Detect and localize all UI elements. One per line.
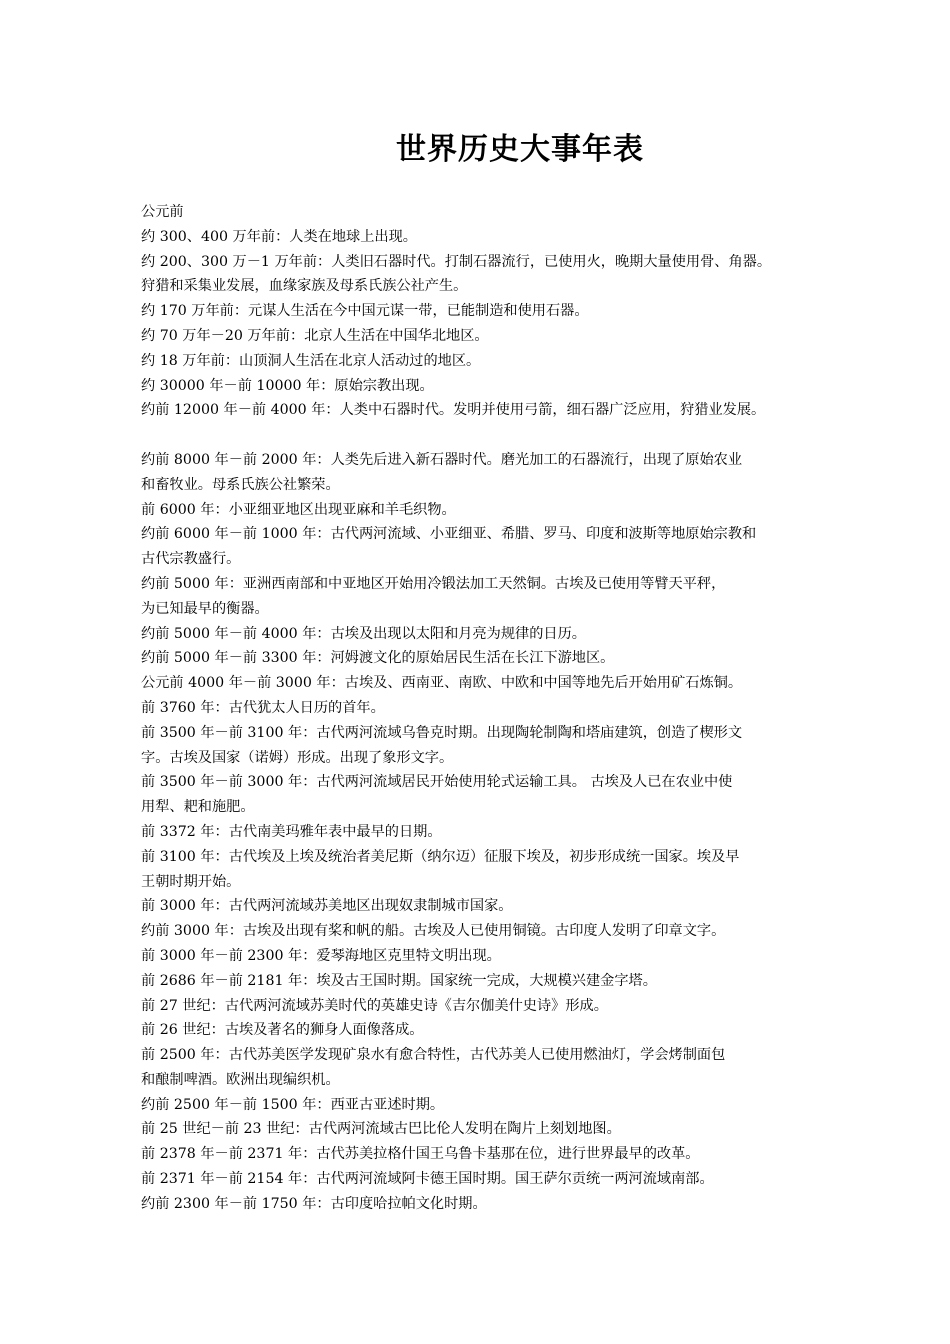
page-title: 世界历史大事年表 bbox=[396, 132, 644, 167]
timeline-line: 为已知最早的衡器。 bbox=[141, 600, 269, 617]
timeline-line: 约 200、300 万－1 万年前：人类旧石器时代。打制石器流行，已使用火，晚期大量使用骨、角器。 bbox=[141, 253, 772, 270]
timeline-line: 前 26 世纪：古埃及著名的狮身人面像落成。 bbox=[141, 1022, 424, 1039]
timeline-line: 前 27 世纪：古代两河流域苏美时代的英雄史诗《吉尔伽美什史诗》形成。 bbox=[141, 997, 608, 1014]
timeline-line: 和酿制啤酒。欧洲出现编织机。 bbox=[141, 1071, 340, 1088]
timeline-line: 和畜牧业。母系氏族公社繁荣。 bbox=[141, 476, 340, 493]
timeline-line: 约前 5000 年－前 3300 年：河姆渡文化的原始居民生活在长江下游地区。 bbox=[141, 650, 615, 667]
timeline-line: 前 3372 年：古代南美玛雅年表中最早的日期。 bbox=[141, 823, 442, 840]
timeline-line: 约前 12000 年－前 4000 年：人类中石器时代。发明并使用弓箭，细石器广泛应用，狩猎业发展。 bbox=[141, 402, 766, 419]
timeline-line: 前 3760 年：古代犹太人日历的首年。 bbox=[141, 699, 385, 716]
timeline-line: 约前 2500 年－前 1500 年：西亚古亚述时期。 bbox=[141, 1096, 445, 1113]
blank-line bbox=[141, 423, 827, 448]
timeline-line: 约 300、400 万年前：人类在地球上出现。 bbox=[141, 228, 417, 245]
timeline-line: 前 2500 年：古代苏美医学发现矿泉水有愈合特性，古代苏美人已使用燃油灯，学会烤制面包 bbox=[141, 1047, 726, 1064]
timeline-line: 约前 5000 年：亚洲西南部和中亚地区开始用冷锻法加工天然铜。古埃及已使用等臂天平秤， bbox=[141, 575, 726, 592]
timeline-line: 约前 5000 年－前 4000 年：古埃及出现以太阳和月亮为规律的日历。 bbox=[141, 625, 586, 642]
timeline-line: 用犁、耙和施肥。 bbox=[141, 799, 255, 816]
timeline-line: 前 3500 年－前 3100 年：古代两河流域乌鲁克时期。出现陶轮制陶和塔庙建筑，创造了楔形文 bbox=[141, 724, 743, 741]
timeline-line: 前 2371 年－前 2154 年：古代两河流域阿卡德王国时期。国王萨尔贡统一两河流域南部。 bbox=[141, 1171, 714, 1188]
timeline-line: 前 2686 年－前 2181 年：埃及古王国时期。国家统一完成，大规模兴建金字塔。 bbox=[141, 972, 657, 989]
timeline-line: 前 3000 年－前 2300 年：爱琴海地区克里特文明出现。 bbox=[141, 947, 501, 964]
timeline-line: 约 70 万年－20 万年前：北京人生活在中国华北地区。 bbox=[141, 327, 489, 344]
timeline-line: 约前 6000 年－前 1000 年：古代两河流域、小亚细亚、希腊、罗马、印度和波斯等地原始宗教和 bbox=[141, 526, 757, 543]
timeline-line: 前 3100 年：古代埃及上埃及统治者美尼斯（纳尔迈）征服下埃及，初步形成统一国家。埃及早 bbox=[141, 848, 740, 865]
timeline-line: 公元前 4000 年－前 3000 年：古埃及、西南亚、南欧、中欧和中国等地先后开始用矿石炼铜。 bbox=[141, 675, 743, 692]
timeline-line: 约前 2300 年－前 1750 年：古印度哈拉帕文化时期。 bbox=[141, 1195, 487, 1212]
timeline-line: 古代宗教盛行。 bbox=[141, 551, 241, 568]
timeline-line: 前 3500 年－前 3000 年：古代两河流域居民开始使用轮式运输工具。 古埃及人已在农业中使 bbox=[141, 774, 733, 791]
timeline-line: 前 2378 年－前 2371 年：古代苏美拉格什国王乌鲁卡基那在位，进行世界最早的改革。 bbox=[141, 1146, 700, 1163]
timeline-line: 约 18 万年前：山顶洞人生活在北京人活动过的地区。 bbox=[141, 352, 481, 369]
timeline-line: 约 170 万年前：元谋人生活在今中国元谋一带，已能制造和使用石器。 bbox=[141, 303, 589, 320]
section-heading: 公元前 bbox=[141, 204, 184, 220]
timeline-line: 狩猎和采集业发展，血缘家族及母系氏族公社产生。 bbox=[141, 278, 468, 295]
timeline-line: 前 3000 年：古代两河流域苏美地区出现奴隶制城市国家。 bbox=[141, 898, 513, 915]
document-body bbox=[141, 200, 827, 1217]
timeline-line: 前 6000 年：小亚细亚地区出现亚麻和羊毛织物。 bbox=[141, 501, 456, 518]
timeline-line: 约前 3000 年：古埃及出现有桨和帆的船。古埃及人已使用铜镜。古印度人发明了印章文字。 bbox=[141, 923, 726, 940]
timeline-line: 约前 8000 年－前 2000 年：人类先后进入新石器时代。磨光加工的石器流行，出现了原始农业 bbox=[141, 451, 743, 468]
timeline-line: 王朝时期开始。 bbox=[141, 873, 241, 890]
timeline-line: 约 30000 年－前 10000 年：原始宗教出现。 bbox=[141, 377, 434, 394]
timeline-line: 字。古埃及国家（诺姆）形成。出现了象形文字。 bbox=[141, 749, 454, 766]
timeline-line: 前 25 世纪－前 23 世纪：古代两河流域古巴比伦人发明在陶片上刻划地图。 bbox=[141, 1121, 621, 1138]
